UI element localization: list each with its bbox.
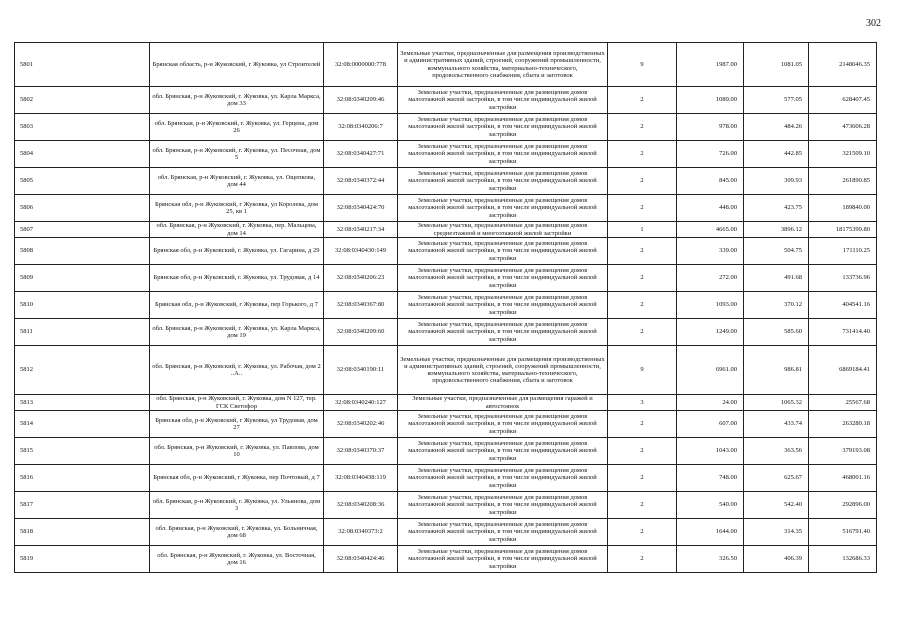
land-use-cell: Земельные участки, предназначенные для размещения производственных и административных зданий, строений, сооружений промышленности, коммунального хозяйства, материально-технического, продовольственного снабжения, сбыта и заготовок [398,346,608,395]
area-cell: 4665.00 [677,222,744,238]
land-use-cell: Земельные участки, предназначенные для размещения домов малоэтажной жилой застройки, в том числе индивидуальной жилой застройки [398,411,608,438]
land-use-cell: Земельные участки, предназначенные для размещения домов малоэтажной жилой застройки, в том числе индивидуальной жилой застройки [398,319,608,346]
specific-value-cell: 585.60 [744,319,809,346]
record-number: 5805 [15,168,150,195]
land-use-cell: Земельные участки, предназначенные для размещения домов малоэтажной жилой застройки, в том числе индивидуальной жилой застройки [398,546,608,573]
group-number-cell: 2 [608,195,677,222]
group-number-cell: 2 [608,292,677,319]
group-number-cell: 2 [608,168,677,195]
record-number: 5812 [15,346,150,395]
address-cell: Брянская обл, р-н Жуковский, г Жуковка, пер Горького, д 7 [150,292,324,319]
address-cell: Брянская обл, р-н Жуковский, г Жуковка, ул Трудовая, дом 27 [150,411,324,438]
record-number: 5804 [15,141,150,168]
cadastral-number-cell: 32:08:0340427:71 [324,141,398,168]
table-row [15,87,877,114]
land-use-cell: Земельные участки, предназначенные для размещения домов малоэтажной жилой застройки, в том числе индивидуальной жилой застройки [398,519,608,546]
area-cell: 272.00 [677,265,744,292]
address-cell: обл. Брянская, р-н Жуковский, г. Жуковка, ул. Восточная, дом 16 [150,546,324,573]
cadastral-number-cell: 32:08:0340367:80 [324,292,398,319]
cadastral-value-cell: 321509.10 [809,141,877,168]
cadastral-value-cell: 18175399.80 [809,222,877,238]
land-use-cell: Земельные участки, предназначенные для размещения домов малоэтажной жилой застройки, в том числе индивидуальной жилой застройки [398,87,608,114]
specific-value-cell: 3896.12 [744,222,809,238]
record-number: 5801 [15,43,150,87]
address-cell: обл. Брянская, р-н Жуковский, г. Жуковка, ул. Карла Маркса, дом 33 [150,87,324,114]
cadastral-number-cell: 32:08:0000000:778 [324,43,398,87]
area-cell: 1987.00 [677,43,744,87]
address-cell: обл. Брянская, р-н Жуковский, г. Жуковка, ул. Ощепкова, дом 44 [150,168,324,195]
cadastral-value-cell: 171110.25 [809,238,877,265]
group-number-cell: 2 [608,141,677,168]
cadastral-value-cell: 292896.00 [809,492,877,519]
cadastral-number-cell: 32:08:0340373:2 [324,519,398,546]
cadastral-value-cell: 2148046.35 [809,43,877,87]
group-number-cell: 2 [608,492,677,519]
land-use-cell: Земельные участки, предназначенные для размещения домов малоэтажной жилой застройки, в том числе индивидуальной жилой застройки [398,114,608,141]
group-number-cell: 2 [608,87,677,114]
area-cell: 1644.00 [677,519,744,546]
specific-value-cell: 442.85 [744,141,809,168]
record-number: 5817 [15,492,150,519]
group-number-cell: 2 [608,319,677,346]
table-row [15,546,877,573]
table-row [15,519,877,546]
record-number: 5811 [15,319,150,346]
land-use-cell: Земельные участки, предназначенные для размещения домов малоэтажной жилой застройки, в том числе индивидуальной жилой застройки [398,141,608,168]
specific-value-cell: 491.68 [744,265,809,292]
address-cell: Брянская обл, р-н Жуковский, г Жуковка, пер Почтовый, д 7 [150,465,324,492]
cadastral-value-cell: 468001.16 [809,465,877,492]
specific-value-cell: 1081.05 [744,43,809,87]
table-row [15,411,877,438]
specific-value-cell: 433.74 [744,411,809,438]
group-number-cell: 2 [608,114,677,141]
cadastral-number-cell: 32:08:0340438:119 [324,465,398,492]
address-cell: обл. Брянская, р-н Жуковский, г. Жуковка, ул. Герцена, дом 26 [150,114,324,141]
table-row [15,292,877,319]
address-cell: обл. Брянская, р-н Жуковский, г. Жуковка, ул. Ульянова, дом 3 [150,492,324,519]
cadastral-number-cell: 32:08:0340208:36 [324,492,398,519]
address-cell: обл. Брянская, р-н Жуковский, г. Жуковка, пер. Мальцева, дом 14 [150,222,324,238]
area-cell: 1093.00 [677,292,744,319]
land-use-cell: Земельные участки, предназначенные для размещения домов малоэтажной жилой застройки, в том числе индивидуальной жилой застройки [398,465,608,492]
specific-value-cell: 406.39 [744,546,809,573]
specific-value-cell: 309.93 [744,168,809,195]
land-use-cell: Земельные участки, предназначенные для размещения домов малоэтажной жилой застройки, в том числе индивидуальной жилой застройки [398,195,608,222]
cadastral-number-cell: 32:08:0340206:23 [324,265,398,292]
record-number: 5814 [15,411,150,438]
page-number: 302 [866,18,881,29]
specific-value-cell: 484.26 [744,114,809,141]
area-cell: 1043.00 [677,438,744,465]
area-cell: 1249.00 [677,319,744,346]
record-number: 5816 [15,465,150,492]
cadastral-number-cell: 32:08:0340424:70 [324,195,398,222]
table-row [15,346,877,395]
specific-value-cell: 370.12 [744,292,809,319]
table-row [15,492,877,519]
group-number-cell: 2 [608,265,677,292]
cadastral-value-cell: 404541.16 [809,292,877,319]
address-cell: обл. Брянская, р-н Жуковский, г. Жуковка, ул. Рабочая, дом 2 ..А.. [150,346,324,395]
land-use-cell: Земельные участки, предназначенные для размещения домов малоэтажной жилой застройки, в том числе индивидуальной жилой застройки [398,492,608,519]
table-row [15,195,877,222]
land-use-cell: Земельные участки, предназначенные для размещения производственных и административных зданий, строений, сооружений промышленности, коммунального хозяйства, материально-технического, продовольственного снабжения, сбыта и заготовок [398,43,608,87]
address-cell: обл. Брянская, р-н Жуковский, г. Жуковка, ул. Карла Маркса, дом 19 [150,319,324,346]
cadastral-number-cell: 32:08:0340190:11 [324,346,398,395]
area-cell: 6961.00 [677,346,744,395]
address-cell: обл. Брянская, р-н Жуковский, г. Жуковка, ул. Песочная, дом 5 [150,141,324,168]
area-cell: 540.00 [677,492,744,519]
address-cell: Брянская область, р-н Жуковский, г Жуковка, ул Строителей [150,43,324,87]
table-row [15,319,877,346]
specific-value-cell: 314.35 [744,519,809,546]
group-number-cell: 9 [608,346,677,395]
cadastral-number-cell: 32:08:0340430:149 [324,238,398,265]
cadastral-number-cell: 32:08:0340217:34 [324,222,398,238]
group-number-cell: 2 [608,411,677,438]
group-number-cell: 3 [608,395,677,411]
group-number-cell: 2 [608,438,677,465]
specific-value-cell: 542.40 [744,492,809,519]
land-use-cell: Земельные участки, предназначенные для размещения гаражей и автостоянок [398,395,608,411]
area-cell: 326.50 [677,546,744,573]
table-row [15,438,877,465]
cadastral-value-cell: 731414.40 [809,319,877,346]
table-row [15,168,877,195]
record-number: 5818 [15,519,150,546]
group-number-cell: 2 [608,546,677,573]
specific-value-cell: 986.81 [744,346,809,395]
table-row [15,43,877,87]
specific-value-cell: 504.75 [744,238,809,265]
specific-value-cell: 577.05 [744,87,809,114]
area-cell: 748.00 [677,465,744,492]
cadastral-value-cell: 261890.85 [809,168,877,195]
area-cell: 448.00 [677,195,744,222]
address-cell: Брянская обл, р-н Жуковский, г. Жуковка, ул. Трудовая, д 14 [150,265,324,292]
address-cell: обл. Брянская, р-н Жуковский, г. Жуковка, ул. Павлова, дом 10 [150,438,324,465]
record-number: 5803 [15,114,150,141]
record-number: 5815 [15,438,150,465]
record-number: 5819 [15,546,150,573]
group-number-cell: 2 [608,238,677,265]
area-cell: 1089.00 [677,87,744,114]
cadastral-number-cell: 32:08:0340209:60 [324,319,398,346]
cadastral-value-table [14,42,877,573]
cadastral-value-cell: 132686.33 [809,546,877,573]
group-number-cell: 2 [608,519,677,546]
land-use-cell: Земельные участки, предназначенные для размещения домов малоэтажной жилой застройки, в том числе индивидуальной жилой застройки [398,265,608,292]
group-number-cell: 2 [608,465,677,492]
table-row [15,465,877,492]
land-use-cell: Земельные участки, предназначенные для размещения домов малоэтажной жилой застройки, в том числе индивидуальной жилой застройки [398,238,608,265]
area-cell: 339.00 [677,238,744,265]
record-number: 5809 [15,265,150,292]
cadastral-number-cell: 32:08:0340209:46 [324,87,398,114]
land-use-cell: Земельные участки, предназначенные для размещения домов малоэтажной жилой застройки, в том числе индивидуальной жилой застройки [398,292,608,319]
record-number: 5806 [15,195,150,222]
specific-value-cell: 363.56 [744,438,809,465]
cadastral-number-cell: 32:08:0340202:46 [324,411,398,438]
record-number: 5813 [15,395,150,411]
record-number: 5807 [15,222,150,238]
land-use-cell: Земельные участки, предназначенные для размещения домов малоэтажной жилой застройки, в том числе индивидуальной жилой застройки [398,438,608,465]
cadastral-value-cell: 379193.08 [809,438,877,465]
record-number: 5810 [15,292,150,319]
cadastral-number-cell: 32:08:0340424:46 [324,546,398,573]
cadastral-value-cell: 189840.00 [809,195,877,222]
record-number: 5802 [15,87,150,114]
cadastral-value-cell: 133736.96 [809,265,877,292]
table-row [15,395,877,411]
land-use-cell: Земельные участки, предназначенные для размещения домов среднеэтажной и многоэтажной жилой застройки [398,222,608,238]
cadastral-value-cell: 25567.68 [809,395,877,411]
area-cell: 607.00 [677,411,744,438]
area-cell: 845.00 [677,168,744,195]
cadastral-number-cell: 32:08:0340206:7 [324,114,398,141]
cadastral-value-cell: 473606.28 [809,114,877,141]
table-row [15,265,877,292]
table-row [15,222,877,238]
specific-value-cell: 1065.32 [744,395,809,411]
group-number-cell: 9 [608,43,677,87]
table-row [15,238,877,265]
group-number-cell: 1 [608,222,677,238]
address-cell: обл. Брянская, р-н Жуковский, г. Жуковка, дом N 127, тер. ГСК Светофор [150,395,324,411]
table-row [15,114,877,141]
cadastral-value-cell: 628407.45 [809,87,877,114]
cadastral-value-cell: 516791.40 [809,519,877,546]
specific-value-cell: 625.67 [744,465,809,492]
cadastral-value-cell: 263280.18 [809,411,877,438]
cadastral-number-cell: 32:08:0340372:44 [324,168,398,195]
record-number: 5808 [15,238,150,265]
address-cell: Брянская обл, р-н Жуковский, г. Жуковка, ул. Гагарина, д 29 [150,238,324,265]
table-row [15,141,877,168]
area-cell: 978.00 [677,114,744,141]
address-cell: Брянская обл, р-н Жуковский, г Жуковка, ул Королева, дом 25, кв 1 [150,195,324,222]
area-cell: 24.00 [677,395,744,411]
cadastral-number-cell: 32:08:0340370:37 [324,438,398,465]
cadastral-value-cell: 6869184.41 [809,346,877,395]
address-cell: обл. Брянская, р-н Жуковский, г. Жуковка, ул. Больничная, дом 68 [150,519,324,546]
area-cell: 726.00 [677,141,744,168]
specific-value-cell: 423.75 [744,195,809,222]
cadastral-number-cell: 32:08:0340240:127 [324,395,398,411]
land-use-cell: Земельные участки, предназначенные для размещения домов малоэтажной жилой застройки, в том числе индивидуальной жилой застройки [398,168,608,195]
